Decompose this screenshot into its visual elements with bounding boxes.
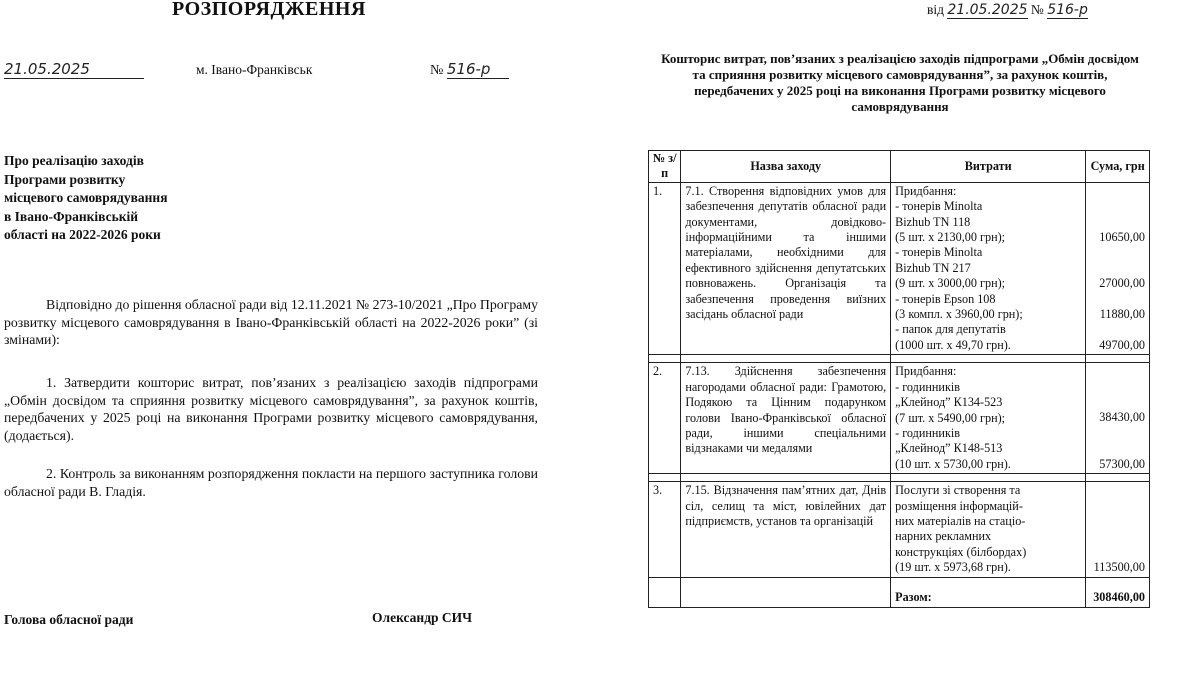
- annex-ref-date: 21.05.2025: [947, 2, 1028, 18]
- subject-line: області на 2022-2026 роки: [4, 227, 161, 242]
- expense-line: нарних рекламних: [895, 529, 992, 544]
- table-spacer-row: [649, 474, 1150, 482]
- table-row: [649, 182, 1150, 354]
- total-empty-cell: [649, 577, 681, 607]
- subject-line: Програми розвитку: [4, 171, 126, 187]
- sum-line: 10650,00: [1099, 229, 1145, 244]
- row-name: 7.1. Створення відповідних умов для забезпечення депутатів обласної ради документами, довідково-інформаційними та іншими матеріалами, необхідними для ефективного здійснення депутатських повноважень. Організація та забезпечення проведення виїзних засідань обласної ради: [681, 182, 891, 354]
- annex-reference: [927, 2, 1088, 18]
- sum-line: [1090, 215, 1145, 230]
- sum-line: [1090, 292, 1145, 307]
- sum-line: 113500,00: [1093, 560, 1145, 575]
- order-city: м. Івано-Франківськ: [196, 62, 313, 77]
- order-number-label: №: [430, 63, 444, 78]
- expense-line: них матеріалів на стаціо-: [895, 513, 1026, 528]
- sum-line: [1090, 529, 1145, 544]
- sum-line: [1090, 364, 1145, 379]
- sum-line: [1090, 483, 1145, 498]
- table-total-row: [649, 577, 1150, 607]
- row-sums: [1086, 182, 1150, 354]
- expense-line: Bizhub TN 118: [895, 214, 971, 229]
- estimate-title: Кошторис витрат, пов’язаних з реалізацією заходів підпрограми „Обмін досвідом та сприяння розвитку місцевого самоврядування”, за рахунок коштів, передбачених у 2025 році на виконання Програми розвитку місцевого самоврядування: [661, 51, 1139, 114]
- header-name: Назва заходу: [681, 151, 891, 183]
- expense-line: „Клейнод” К134-523: [895, 395, 1003, 410]
- row-num: 1.: [649, 182, 681, 354]
- row-num: 3.: [649, 482, 681, 577]
- row-num: 2.: [649, 363, 681, 474]
- header-sum: Сума, грн: [1086, 151, 1150, 183]
- expense-line: (7 шт. х 5490,00 грн);: [895, 410, 1006, 425]
- order-subject: [4, 152, 264, 245]
- row-name: 7.15. Відзначення пам’ятних дат, Днів сіл, селищ та міст, ювілейних дат підприємств, установ та організацій: [681, 482, 891, 577]
- expense-line: - годинників: [895, 425, 961, 440]
- row-name: 7.13. Здійснення забезпечення нагородами обласної ради: Грамотою, Подякою та Цінним подарунком голови Івано-Франківської обласної ради, іншими спеціальними відзнаками чи медалями: [681, 363, 891, 474]
- annex-ref-number: 516-р: [1047, 2, 1088, 18]
- total-empty-cell: [681, 577, 891, 607]
- expense-line: Bizhub TN 217: [895, 260, 971, 275]
- document-title: РОЗПОРЯДЖЕННЯ: [172, 0, 366, 20]
- row-expenses: [891, 363, 1086, 474]
- signer-name: Олександр СИЧ: [372, 610, 473, 625]
- order-number-value: 516-р: [447, 60, 509, 79]
- sum-line: 27000,00: [1099, 276, 1145, 291]
- sum-line: [1090, 245, 1145, 260]
- expense-line: - тонерів Minolta: [895, 245, 983, 260]
- expense-line: (10 шт. х 5730,00 грн).: [895, 456, 1011, 471]
- order-date: 21.05.2025: [4, 60, 144, 79]
- expense-line: - тонерів Minolta: [895, 199, 983, 214]
- expense-line: розміщення інформацій-: [895, 498, 1023, 513]
- expense-line: (9 шт. х 3000,00 грн);: [895, 276, 1006, 291]
- header-num: № з/п: [649, 151, 681, 183]
- estimate-table: [648, 150, 1150, 608]
- signer-position: Голова обласної ради: [4, 612, 134, 627]
- sum-line: [1090, 545, 1145, 560]
- total-value: 308460,00: [1086, 577, 1150, 607]
- expense-line: - годинників: [895, 379, 961, 394]
- table-header-row: [649, 151, 1150, 183]
- order-number: [430, 60, 509, 79]
- order-item-1: 1. Затвердити кошторис витрат, пов’язаних з реалізацією заходів підпрограми „Обмін досвідом та сприяння розвитку місцевого самоврядування”, за рахунок коштів, передбачених у 2025 році на виконання Програми розвитку місцевого самоврядування, (додається).: [4, 375, 538, 443]
- table-row: [649, 363, 1150, 474]
- sum-line: [1090, 199, 1145, 214]
- sum-line: 38430,00: [1099, 410, 1145, 425]
- expense-line: Послуги зі створення та: [895, 483, 1021, 498]
- order-item-2: 2. Контроль за виконанням розпорядження покласти на першого заступника голови обласної ради В. Гладія.: [4, 466, 538, 499]
- sum-line: [1090, 261, 1145, 276]
- sum-line: [1090, 441, 1145, 456]
- sum-line: 11880,00: [1099, 306, 1145, 321]
- table-row: [649, 482, 1150, 577]
- expense-line: (3 компл. х 3960,00 грн);: [895, 307, 1023, 322]
- expense-line: „Клейнод” К148-513: [895, 441, 1003, 456]
- expense-line: (1000 шт. х 49,70 грн).: [895, 337, 1011, 352]
- subject-line: місцевого самоврядування: [4, 190, 168, 205]
- row-sums: [1086, 482, 1150, 577]
- sum-line: [1090, 380, 1145, 395]
- expense-line: (19 шт. х 5973,68 грн).: [895, 560, 1011, 575]
- table-spacer-row: [649, 355, 1150, 363]
- expense-line: - папок для депутатів: [895, 322, 1006, 337]
- expense-line: Придбання:: [895, 364, 957, 379]
- subject-line: Про реалізацію заходів: [4, 153, 144, 168]
- row-expenses: [891, 482, 1086, 577]
- annex-ref-number-label: №: [1030, 2, 1044, 17]
- subject-line: в Івано-Франківській: [4, 208, 139, 224]
- expense-line: Придбання:: [895, 183, 957, 198]
- sum-line: [1090, 499, 1145, 514]
- total-label: Разом:: [891, 577, 1086, 607]
- sum-line: 49700,00: [1099, 337, 1145, 352]
- sum-line: [1090, 322, 1145, 337]
- sum-line: [1090, 514, 1145, 529]
- expense-line: конструкціях (білбордах): [895, 544, 1027, 559]
- expense-line: (5 шт. х 2130,00 грн);: [895, 230, 1006, 245]
- row-sums: [1086, 363, 1150, 474]
- row-expenses: [891, 182, 1086, 354]
- sum-line: 57300,00: [1099, 456, 1145, 471]
- sum-line: [1090, 184, 1145, 199]
- order-preamble: Відповідно до рішення обласної ради від 12.11.2021 № 273-10/2021 „Про Програму розвитку місцевого самоврядування в Івано-Франківській області на 2022-2026 роки” (зі змінами):: [4, 297, 538, 347]
- header-expenses: Витрати: [891, 151, 1086, 183]
- annex-ref-prefix: від: [927, 2, 944, 17]
- sum-line: [1090, 395, 1145, 410]
- expense-line: - тонерів Epson 108: [895, 291, 996, 306]
- sum-line: [1090, 426, 1145, 441]
